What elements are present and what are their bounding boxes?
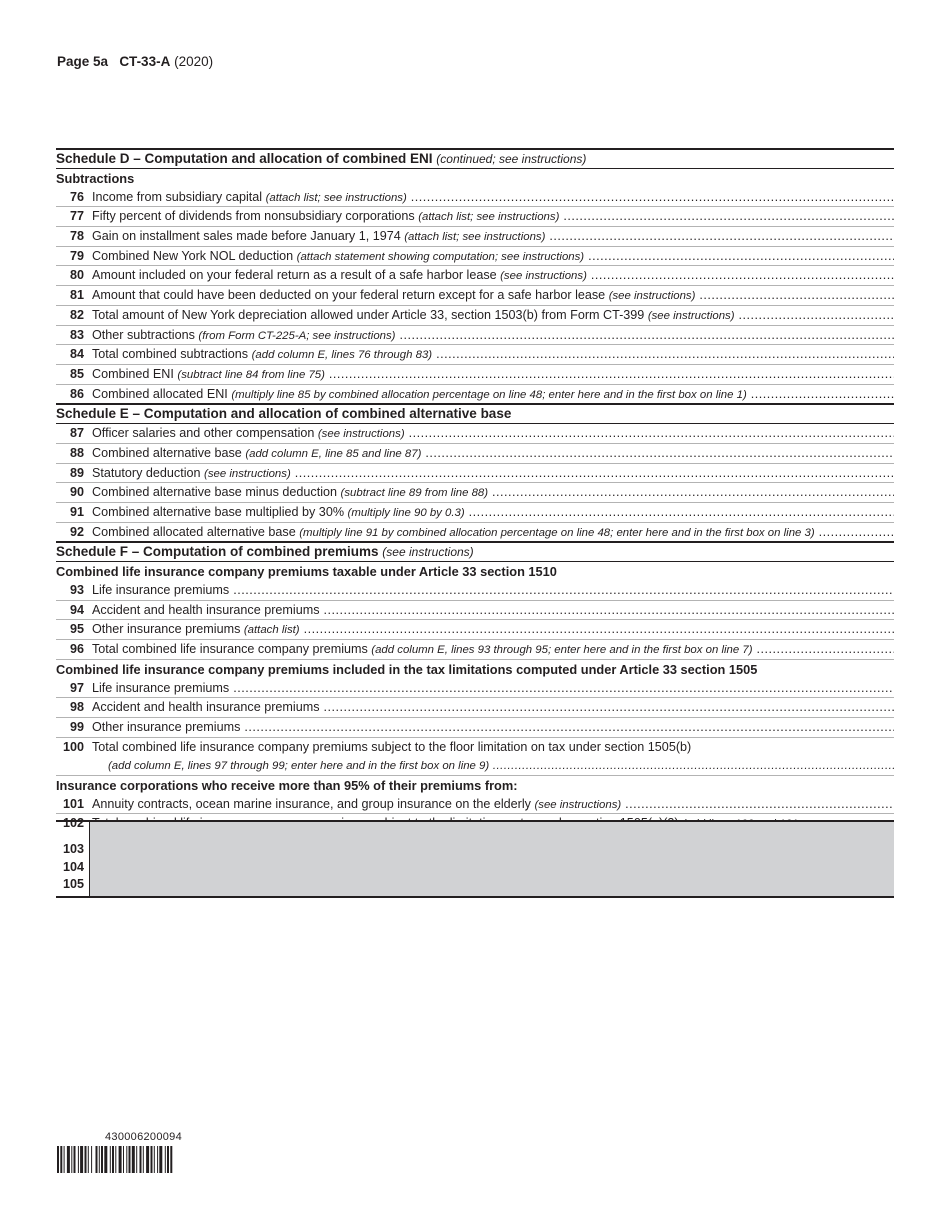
form-line-90: 90 Combined alternative base minus deduction (subtract line 89 from line 88) ..... (56, 483, 894, 503)
line-number-104: 104 (62, 860, 84, 874)
barcode-bar (71, 1146, 72, 1173)
form-line-85: 85 Combined ENI (subtract line 84 from line 75) ..... (56, 365, 894, 385)
barcode-bar (165, 1146, 166, 1173)
form-line-102: 102 (62, 816, 84, 831)
line-number-103: 103 (62, 842, 84, 856)
form-line-97: 97 Life insurance premiums ..... (56, 679, 894, 699)
subtractions-heading: Subtractions (56, 171, 135, 186)
barcode-bar (159, 1146, 162, 1173)
page-header (57, 54, 213, 69)
barcode-bar (151, 1146, 153, 1173)
barcode-bar (143, 1146, 144, 1173)
barcode-bar (96, 1146, 98, 1173)
barcode-bar (140, 1146, 142, 1173)
barcode-bar (57, 1146, 59, 1173)
barcode-bar (136, 1146, 137, 1173)
barcode-number: 430006200094 (105, 1131, 183, 1143)
form-line-92: 92 Combined allocated alternative base (multiply line 91 by combined allocation percentage on line 48; enter here and in the first box on line 3) ..... (56, 523, 894, 542)
barcode-image (57, 1146, 239, 1173)
barcode-bar (167, 1146, 169, 1173)
barcode-bar (154, 1146, 155, 1173)
form-line-96: 96 Total combined life insurance company premiums (add column E, lines 93 through 95; enter here and in the first box on line 7) ..... (56, 640, 894, 660)
barcode-bar (157, 1146, 158, 1173)
form-line-88: 88 Combined alternative base (add column E, line 85 and line 87) ..... (56, 444, 894, 464)
barcode-bar (146, 1146, 149, 1173)
unused-line-numbers (56, 822, 90, 896)
barcode-bar (119, 1146, 122, 1173)
schedule-e-title: Schedule E – Computation and allocation of combined alternative base (56, 403, 894, 424)
barcode-bar (129, 1146, 131, 1173)
form-line-91: 91 Combined alternative base multiplied by 30% (multiply line 90 by 0.3) ..... (56, 503, 894, 523)
barcode-bar (91, 1146, 92, 1173)
form-line-100-continuation: (add column E, lines 97 through 99; enter here and in the first box on line 9) ..... (56, 756, 894, 776)
barcode-bar (115, 1146, 116, 1173)
schedule-d-title: Schedule D – Computation and allocation of combined ENI (continued; see instructions) (56, 148, 894, 169)
barcode-bar (112, 1146, 114, 1173)
barcode-bar (64, 1146, 65, 1173)
schedule-f-title: Schedule F – Computation of combined premiums (see instructions) (56, 541, 894, 562)
form-line-101: 101 Annuity contracts, ocean marine insurance, and group insurance on the elderly (see instructions) ..... (56, 795, 894, 815)
barcode-bar (67, 1146, 70, 1173)
barcode-bar (60, 1146, 62, 1173)
barcode-bar (74, 1146, 76, 1173)
page-label: Page 5a (57, 54, 109, 69)
form-line-84: 84 Total combined subtractions (add column E, lines 76 through 83) ..... (56, 345, 894, 365)
form-line-82: 82 Total amount of New York depreciation allowed under Article 33, section 1503(b) from Form CT-399 (see instructions) ..... (56, 306, 894, 326)
form-line-100: 100 Total combined life insurance company premiums subject to the floor limitation on tax under section 1505(b) (62, 739, 692, 754)
barcode-bar (126, 1146, 127, 1173)
barcode-bar (85, 1146, 87, 1173)
barcode-bar (132, 1146, 135, 1173)
form-id: CT-33-A (119, 54, 171, 69)
form-line-89: 89 Statutory deduction (see instructions) ..... (56, 464, 894, 484)
form-line-94: 94 Accident and health insurance premiums ..... (56, 601, 894, 621)
form-line-93: 93 Life insurance premiums ..... (56, 581, 894, 601)
form-line-80: 80 Amount included on your federal return as a result of a safe harbor lease (see instructions) ..... (56, 266, 894, 286)
form-line-83: 83 Other subtractions (from Form CT-225-A; see instructions) ..... (56, 326, 894, 346)
barcode-bar (99, 1146, 100, 1173)
form-body (56, 148, 894, 852)
form-line-98: 98 Accident and health insurance premiums ..... (56, 698, 894, 718)
barcode-bar (80, 1146, 83, 1173)
grey-shaded-area (90, 822, 894, 896)
form-line-99: 99 Other insurance premiums ..... (56, 718, 894, 738)
barcode-bar (110, 1146, 111, 1173)
unused-lines-block (56, 820, 894, 898)
over-95-percent-heading: Insurance corporations who receive more than 95% of their premiums from: (56, 777, 518, 793)
form-line-81: 81 Amount that could have been deducted on your federal return except for a safe harbor lease (see instructions) ..... (56, 286, 894, 306)
form-line-78: 78 Gain on installment sales made before January 1, 1974 (attach list; see instructions) ..... (56, 227, 894, 247)
form-line-77: 77 Fifty percent of dividends from nonsubsidiary corporations (attach list; see instructions) ..... (56, 207, 894, 227)
form-line-86: 86 Combined allocated ENI (multiply line 85 by combined allocation percentage on line 48; enter here and in the first box on line 1) ..... (56, 385, 894, 404)
section-1505-heading: Combined life insurance company premiums included in the tax limitations computed under Article 33 section 1505 (56, 661, 758, 677)
form-year: (2020) (174, 54, 214, 69)
barcode-bar (78, 1146, 79, 1173)
barcode-bar (123, 1146, 124, 1173)
form-line-79: 79 Combined New York NOL deduction (attach statement showing computation; see instructions) ..... (56, 247, 894, 267)
barcode-bar (104, 1146, 107, 1173)
barcode-bar (170, 1146, 172, 1173)
barcode-bar (101, 1146, 103, 1173)
line-number-105: 105 (62, 877, 84, 891)
form-line-76: 76 Income from subsidiary capital (attach list; see instructions) ..... (56, 188, 894, 208)
section-1510-heading: Combined life insurance company premiums taxable under Article 33 section 1510 (56, 564, 557, 580)
form-line-87: 87 Officer salaries and other compensation (see instructions) ..... (56, 424, 894, 444)
form-line-95: 95 Other insurance premiums (attach list) ..... (56, 620, 894, 640)
barcode-bar (88, 1146, 89, 1173)
